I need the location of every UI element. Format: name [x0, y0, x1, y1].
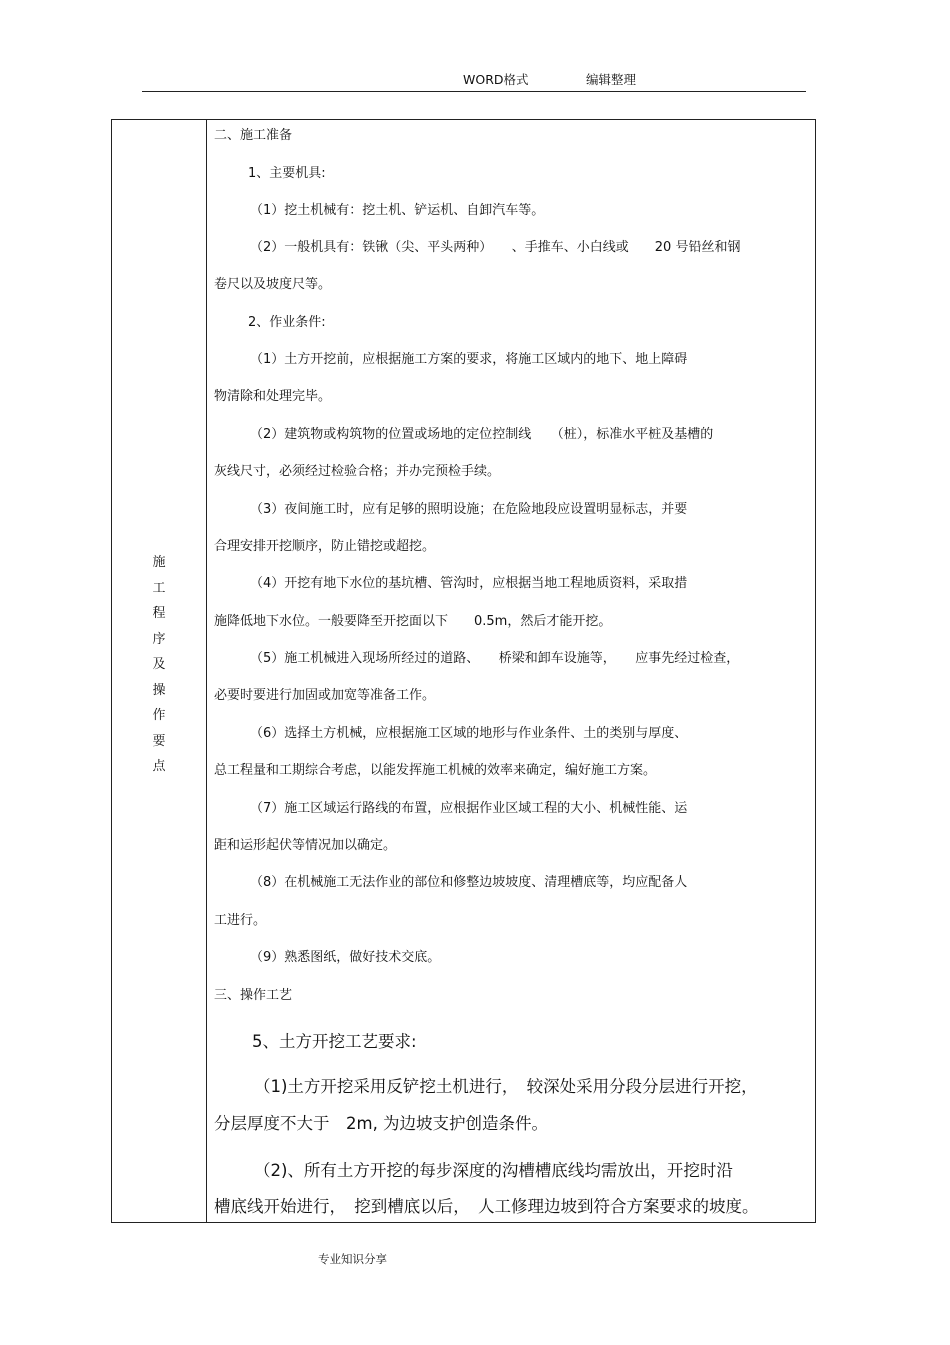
side-label-char: 序 — [152, 631, 166, 647]
body-line: （4）开挖有地下水位的基坑槽、管沟时，应根据当地工程地质资料，采取措 — [250, 576, 688, 591]
body-line-large: （2)、所有土方开挖的每步深度的沟槽槽底线均需放出，开挖时沿 — [254, 1161, 733, 1180]
header-format-label: WORD格式 — [463, 72, 529, 87]
side-label-char: 点 — [152, 759, 166, 774]
body-line: （5）施工机械进入现场所经过的道路、 桥梁和卸车设施等， 应事先经过检查， — [250, 651, 740, 666]
body-line: （6）选择土方机械，应根据施工区域的地形与作业条件、土的类别与厚度、 — [250, 726, 688, 741]
subheading-equipment: 1、主要机具: — [248, 166, 326, 181]
subheading-excavation-requirements: 5、土方开挖工艺要求: — [252, 1032, 417, 1051]
body-line-large: 槽底线开始进行， 挖到槽底以后， 人工修理边坡到符合方案要求的坡度。 — [214, 1197, 759, 1216]
subheading-conditions: 2、作业条件: — [248, 315, 326, 330]
column-divider — [206, 120, 207, 1222]
body-line: 卷尺以及坡度尺等。 — [214, 277, 332, 292]
body-line: （3）夜间施工时，应有足够的照明设施；在危险地段应设置明显标志，并要 — [250, 502, 688, 517]
side-label-char: 操 — [152, 682, 166, 698]
body-line: 必要时要进行加固或加宽等准备工作。 — [214, 688, 436, 703]
body-line: （2）建筑物或构筑物的位置或场地的定位控制线 （桩），标准水平桩及基槽的 — [250, 427, 714, 442]
side-label-char: 作 — [152, 708, 166, 723]
body-line-large: 分层厚度不大于 2m, 为边坡支护创造条件。 — [214, 1114, 549, 1133]
body-line: （1）土方开挖前，应根据施工方案的要求，将施工区域内的地下、地上障碍 — [250, 352, 688, 367]
body-line: （7）施工区域运行路线的布置，应根据作业区域工程的大小、机械性能、运 — [250, 801, 688, 816]
side-label-char: 要 — [152, 733, 166, 749]
header-rule — [142, 91, 806, 92]
section-heading-preparation: 二、施工准备 — [214, 128, 293, 143]
side-label-construction-procedure — [112, 550, 206, 780]
page-header — [0, 68, 950, 88]
body-line: 距和运形起伏等情况加以确定。 — [214, 838, 397, 853]
body-line-large: （1)土方开挖采用反铲挖土机进行， 较深处采用分段分层进行开挖， — [254, 1077, 758, 1096]
body-line: 灰线尺寸，必须经过检验合格；并办完预检手续。 — [214, 464, 501, 479]
side-label-char: 工 — [152, 580, 166, 596]
body-line: 工进行。 — [214, 913, 267, 928]
body-line: （1）挖土机械有：挖土机、铲运机、自卸汽车等。 — [250, 203, 545, 218]
body-line: （9）熟悉图纸，做好技术交底。 — [250, 950, 441, 965]
header-edit-label: 编辑整理 — [586, 72, 637, 87]
procedure-table — [111, 119, 816, 1223]
side-label-char: 及 — [152, 657, 166, 672]
side-label-char: 施 — [152, 555, 166, 570]
body-line: 合理安排开挖顺序，防止错挖或超挖。 — [214, 539, 436, 554]
body-line: （8）在机械施工无法作业的部位和修整边坡坡度、清理槽底等，均应配备人 — [250, 875, 688, 890]
body-line: （2）一般机具有：铁锹（尖、平头两种） 、手推车、小白线或 20 号铅丝和钢 — [250, 240, 741, 255]
side-label-char: 程 — [152, 606, 166, 621]
page-footer: 专业知识分享 — [318, 1252, 387, 1266]
body-line: 施降低地下水位。一般要降至开挖面以下 0.5m，然后才能开挖。 — [214, 614, 612, 629]
section-heading-process: 三、操作工艺 — [214, 988, 293, 1003]
body-line: 物清除和处理完毕。 — [214, 389, 332, 404]
body-line: 总工程量和工期综合考虑，以能发挥施工机械的效率来确定，编好施工方案。 — [214, 763, 657, 778]
